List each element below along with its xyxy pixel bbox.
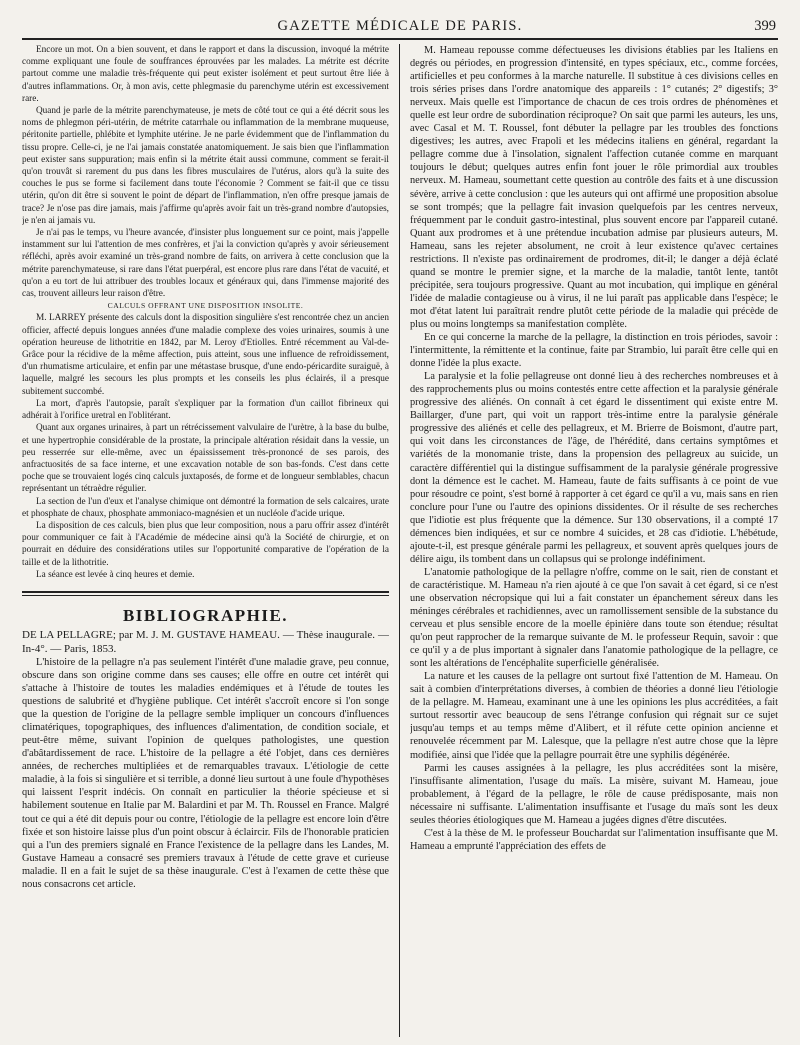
bibliography-section (22, 628, 389, 891)
right-column (410, 44, 778, 1039)
journal-title: GAZETTE MÉDICALE DE PARIS. (277, 18, 523, 34)
paragraph: Quand je parle de la métrite parenchymateuse, je mets de côté tout ce qui a été décrit sous les noms de phlegmon péri-utérin, de métrite catarrhale ou inflammation de la membrane muqueuse, péritonite partielle, phlébite et lymphite utérine. Je ne parle évidemment que de l'inflammation du tissu propre. Celle-ci, je ne l'ai jamais constatée anatomiquement. Je sais bien que l'inflammation peut exister sans suppuration; mais enfin si la métrite était aussi commune, comment se ferait-il qu'on trouvât si rarement du pus dans les fibres musculaires de l'utérus, alors qu'à la suite des couches le pus se forme si facilement dans toute l'économie ? Comment se fait-il que ce tissu utérin, qu'on dit être si souvent le point de départ de l'inflammation, n'en offre presque jamais de trace? Je n'ose pas dire jamais, mais j'affirme qu'après avoir fait un très-grand nombre d'autopsies, je n'en ai jamais vu. (22, 106, 389, 226)
paragraph: Parmi les causes assignées à la pellagre, les plus accréditées sont la misère, l'insuffisante alimentation, l'usage du maïs. La misère, suivant M. Hameau, joue probablement, à l'égard de la pellagre, le rôle de cause prédisposante, mais non nécessaire ni suffisante. L'alimentation insuffisante et l'usage du maïs sont les deux seules théories étiologiques que M. Hameau a jugées dignes d'être discutées. (410, 762, 778, 826)
paragraph: La nature et les causes de la pellagre ont surtout fixé l'attention de M. Hameau. On sait à combien d'interprétations diverses, à combien de théories a donné lieu l'étiologie de la pellagre. M. Hameau, examinant une à une les opinions les plus accréditées, a fait surtout ressortir avec beaucoup de sens l'étrange confusion qui régnait sur ce sujet jusqu'au temps et au temps même d'Alibert, et il réfute cette opinion ancienne et renouvelée récemment par M. Lalesque, que la pellagre n'est autre chose que la lèpre modifiée, ainsi que l'idée que la pellagre pourrait être une syphilis dégénérée. (410, 671, 778, 761)
page-header (22, 8, 778, 40)
bibliography-reference: DE LA PELLAGRE; par M. J. M. GUSTAVE HAMEAU. — Thèse inaugurale. — In-4°. — Paris, 1853. (22, 628, 389, 655)
paragraph: Encore un mot. On a bien souvent, et dans le rapport et dans la discussion, invoqué la métrite comme expliquant une foule de souffrances éprouvées par les malades. La métrite est décrite partout comme une maladie très-fréquente qui peut exister isolément et peut surtout être liée à d'autres inflammations. Or, à mon avis, cette phlegmasie du parenchyme utérin est excessivement rare. (22, 45, 389, 104)
paragraph: Je n'ai pas le temps, vu l'heure avancée, d'insister plus longuement sur ce point, mais j'appelle instamment sur lui l'attention de mes confrères, et j'ai la conviction qu'après y avoir sérieusement réfléchi, après avoir examiné un très-grand nombre de faits, on arrivera à cette conclusion que la métrite parenchymateuse, si rare dans l'état puerpéral, est encore plus rare dans l'état de vacuité, et qu'on a eu tort de lui attribuer des troubles locaux et généraux qui, dans l'immense majorité des cas, trouvent ailleurs leur raison d'être. (22, 228, 389, 300)
discussion-section (22, 44, 389, 581)
paragraph: M. LARREY présente des calculs dont la disposition singulière s'est rencontrée chez un ancien officier, affecté depuis longues années d'une maladie complexe des voies urinaires, soumis à une opération heureuse de lithotritie en 1842, par M. Leroy d'Etiolles. Entré récemment au Val-de-Grâce pour la récidive de la même affection, puis atteint, sous une influence de refroidissement, d'un rhumatisme articulaire, et enfin par une métastase brusque, d'une endo-péricardite suraiguë, à laquelle, malgré les secours les plus prompts et les conseils les plus éclairés, il a presque subitement succombé. (22, 313, 389, 397)
bibliography-title: BIBLIOGRAPHIE. (122, 605, 289, 625)
paragraph: Quant aux organes urinaires, à part un rétrécissement valvulaire de l'urètre, à la base du bulbe, et une hypertrophie considérable de la prostate, la principale altération résidait dans la vessie, un peu resserrée sur elle-même, avec un épaississement très-prononcé de ses parois, des anfractuosités de sa face interne, et une excavation notable de son bas-fonds. C'est dans cette poche que se trouvaient logés cinq calculs juxtaposés, de forme et de longueur semblables, chacun représentant un tétraèdre régulier. (22, 423, 389, 495)
paragraph: C'est à la thèse de M. le professeur Bouchardat sur l'alimentation insuffisante que M. Hameau a emprunté l'appréciation des effets de (410, 827, 778, 852)
left-column (22, 44, 389, 1039)
section-rule (22, 591, 389, 593)
paragraph: M. Hameau repousse comme défectueuses les divisions établies par les Italiens en degrés ou périodes, en progression d'intensité, en types spéciaux, etc., comme forcées, artificielles et peu conformes à la marche naturelle. Il substitue à ces divisions celles en trois séries prises dans l'ordre anatomique des appareils : 1° cutanés; 2° digestifs; 3° nerveux. Mais quelle est l'importance de chacun de ces trois ordres de phénomènes et quelle est leur ordre de subordination réciproque? On sait que parmi les auteurs, les uns, avec Casal et M. T. Roussel, font débuter la pellagre par les troubles des fonctions digestives; les autres, avec Frapoli et les médecins italiens en général, regardant la pellagre comme due à l'insolation, signalent l'affection cutanée comme en marquant toujours le début; quelques autres enfin font jouer le rôle primordial aux troubles nerveux. M. Hameau, soumettant cette question au contrôle des faits et à une discussion sévère, arrive à cette conclusion : que les auteurs qui ont affirmé une proposition absolue se sont trompés; que la pellagre fait invasion quelquefois par les centres nerveux, fréquemment par le conduit gastro-intestinal, plus souvent encore par l'appareil cutané. Quant aux prodromes et à une prétendue incubation admise par plusieurs auteurs, M. Hameau, sans les rejeter absolument, ne croit à leur existence qu'avec certaines restrictions. Il n'existe pas ordinairement de prodromes, dit-il; le danger a déjà éclaté quand se montre le premier signe, et la marche de la maladie, tantôt lente, tantôt précipitée, sera toujours progressive. Quant au mot incubation, qui implique en général l'idée de maladie contagieuse ou à virus, il ne lui paraît pas applicable dans l'espèce; le mot d'état latent lui paraîtrait rendre plutôt cette période de la maladie qui précède de plus ou moins longtemps sa manifestation complète. (410, 45, 778, 330)
column-divider (399, 44, 400, 1037)
paragraph: L'histoire de la pellagre n'a pas seulement l'intérêt d'une maladie grave, peu connue, obscure dans son origine comme dans ses causes; elle offre en outre cet intérêt qui s'attache à l'histoire de toutes les maladies endémiques et à l'étude de toutes les questions de salubrité et d'hygiène publique. Cet intérêt s'accroît encore si l'on songe que la question de l'origine de la pellagre semble impliquer un concours d'influences climatériques, topographiques, des influences d'alimentation, de condition sociale, et peut-être même, suivant l'opinion de quelques pathologistes, une question d'abâtardissement de race. L'histoire de la pellagre a été l'objet, dans ces dernières années, de recherches multipliées et de remarquables travaux. L'étiologie de cette maladie, à la fois si singulière et si terrible, a donné lieu surtout à une foule d'hypothèses qui laissent l'esprit indécis. On connaît en particulier la théorie spécieuse et si habilement soutenue en Italie par M. Balardini et par M. Th. Roussel en France. Malgré tout ce qui a été dit depuis pour ou contre, l'étiologie de la pellagre est encore loin d'être fixée et son histoire laisse plus d'un point obscur à éclaircir. Fils de l'honorable praticien qui a l'un des premiers signalé en France l'existence de la pellagre dans les Landes, M. Gustave Hameau a consacré ses premiers travaux à l'étude de cette grave et curieuse maladie. Il en a fait le sujet de sa thèse inaugurale. C'est à l'examen de cette thèse que nous consacrons cet article. (22, 656, 389, 890)
section-rule (22, 595, 389, 596)
paragraph: La disposition de ces calculs, bien plus que leur composition, nous a paru offrir assez d'intérêt pour communiquer ce fait à l'Académie de médecine ainsi qu'à la Société de chirurgie, et on pourrait en déduire des considérations utiles sur l'opportunité comparative de l'opération de la taille et de la lithotritie. (22, 520, 389, 568)
page-number: 399 (754, 18, 776, 34)
paragraph: La mort, d'après l'autopsie, paraît s'expliquer par la formation d'un caillot fibrineux qui adhérait à l'orifice uretral en l'oblitérant. (22, 398, 389, 422)
paragraph: La paralysie et la folie pellagreuse ont donné lieu à des recherches nombreuses et à des rapprochements plus ou moins contestés entre cette affection et la paralysie générale progressive des aliénés. On connaît à cet égard le dissentiment qui existe entre M. Baillarger, d'une part, qui voit un rapport très-intime entre la paralysie générale progressive des aliénés et celle des pellagreux, et M. Brierre de Boismont, d'autre part, qui voit dans les circonstances de l'âge, de l'hérédité, dans certains symptômes et variétés de la monomanie triste, dans la propension des pellagreux au suicide, un caractère différentiel qui la distingue suffisamment de la paralysie générale progressive dont la démence est le cachet. M. Hameau, faute de faits suffisants à ce point de vue pour résoudre ce point, s'est borné à rapporter à cet égard ce qu'il a vu, mais sans en rien conclure pour l'une ou l'autre des opinions dissidentes. Or il résulte de ses recherches que l'idiotie est plus fréquente que la démence. Sur 130 observations, il a compté 17 démences bien indiquées, et sur ce nombre 4 suicides, et 28 cas d'idiotie. L'hébétude, ajoute-t-il, est presque générale parmi les pellagreux, et souvent après quelques jours de délire aigu, ils tombent dans un collapsus qui se prolonge indéfiniment. (410, 371, 778, 565)
paragraph: La section de l'un d'eux et l'analyse chimique ont démontré la formation de sels calcaires, urate et phosphate de chaux, phosphate ammoniaco-magnésien et un nucléole d'acide urique. (22, 496, 389, 519)
paragraph: La séance est levée à cinq heures et demie. (36, 569, 195, 580)
paragraph: L'anatomie pathologique de la pellagre n'offre, comme on le sait, rien de constant et de caractéristique. M. Hameau n'a rien ajouté à ce que l'on savait à cet égard, si ce n'est une observation nécropsique qui lui a fait constater un épanchement séreux dans les méninges cérébrales et rachidiennes, avec un ramollissement sensible de la substance du cerveau et plus sensible encore de la moelle épinière dans toute son étendue; résultat qu'on peut rapprocher de la remarque suivante de M. le professeur Requin, savoir : que ce qu'il y a de plus important à signaler dans l'anatomie pathologique de la pellagre, ce sont les altérations de l'encéphalite superficielle généralisée. (410, 566, 778, 670)
section-heading: CALCULS OFFRANT UNE DISPOSITION INSOLITE. (107, 301, 304, 311)
paragraph: En ce qui concerne la marche de la pellagre, la distinction en trois périodes, savoir : l'intermittente, la rémittente et la continue, faite par Strambio, lui paraît être celle qui en donne l'idée la plus exacte. (410, 332, 778, 370)
